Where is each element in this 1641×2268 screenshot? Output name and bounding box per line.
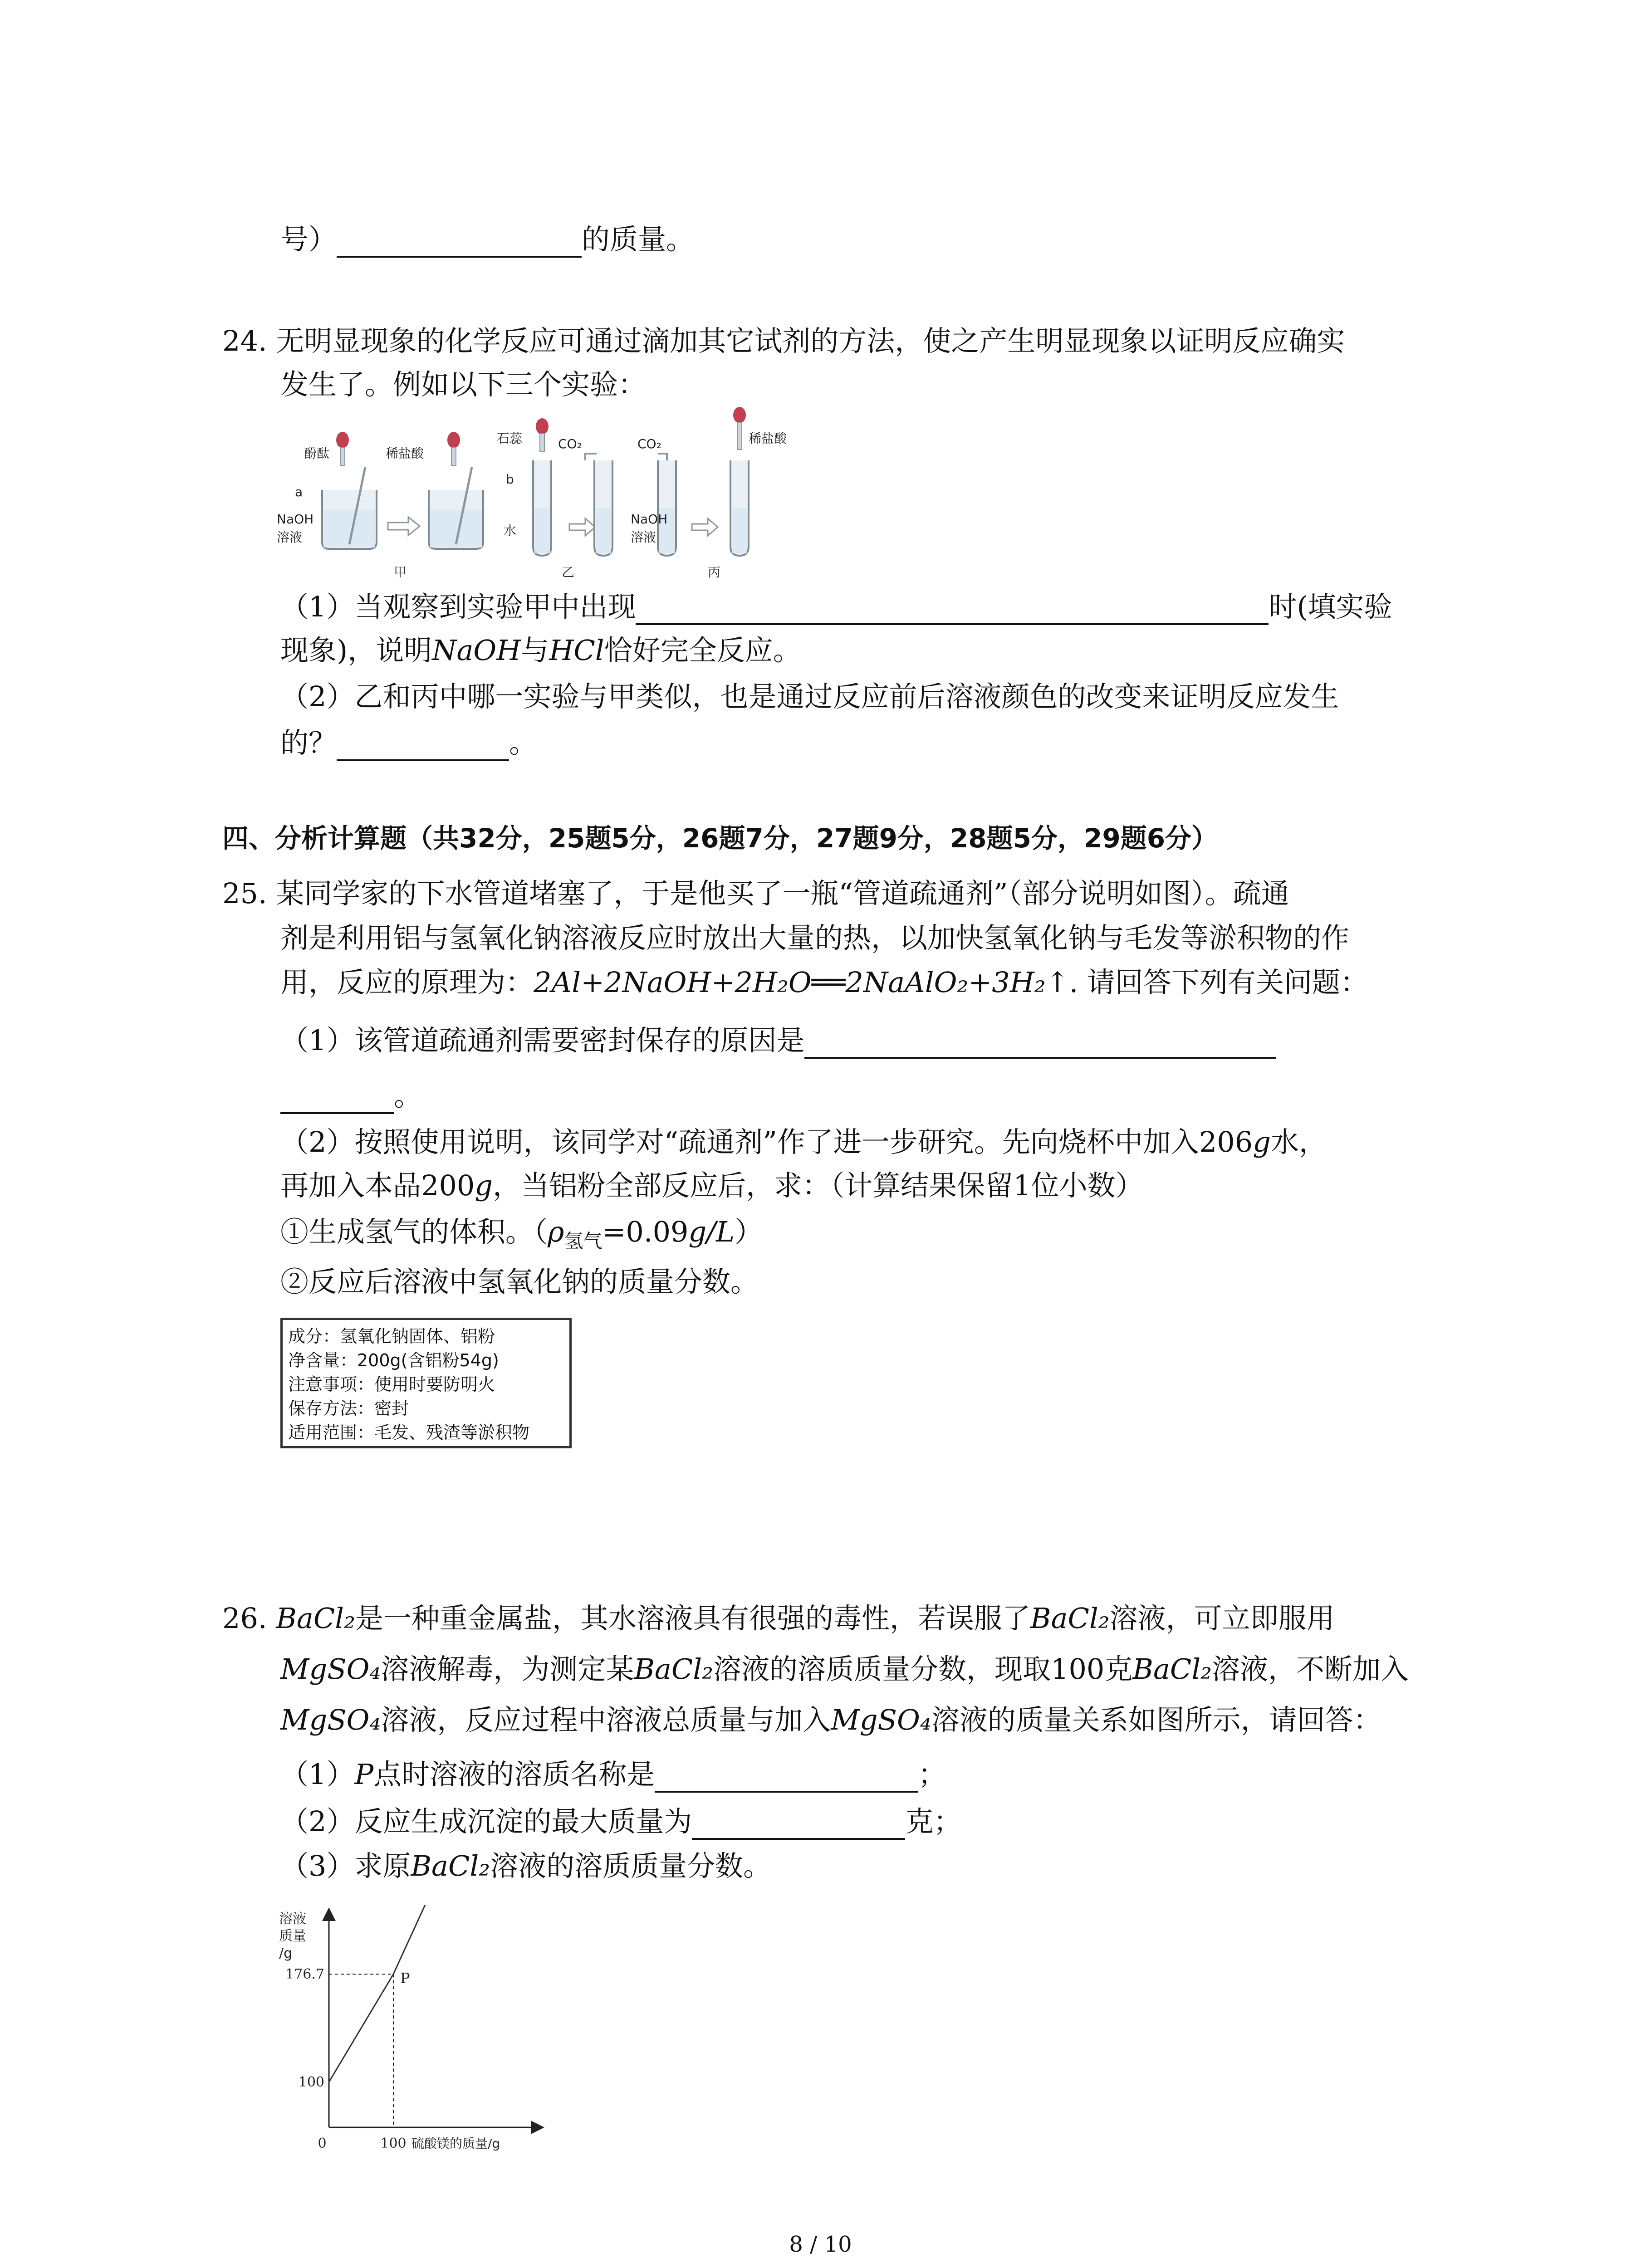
q25-text-1: 某同学家的下水管道堵塞了，于是他买了一瓶“管道疏通剂”（部分说明如图）。疏通 [276, 877, 1289, 910]
label-jia: 甲 [394, 565, 407, 580]
q25-s1-text: ①生成氢气的体积。（ [280, 1215, 548, 1248]
q24-part1-line1 [280, 589, 1392, 625]
q25-line1 [222, 875, 1289, 912]
q24-part2-line2 [280, 725, 537, 761]
label-co2-2: CO₂ [637, 436, 661, 451]
q24-text-2: 发生了。例如以下三个实验： [280, 368, 647, 401]
q25-sub2: ②反应后溶液中氢氧化钠的质量分数。 [280, 1265, 759, 1298]
label-solution-1: 溶液 [277, 530, 303, 545]
q24-number: 24. [222, 324, 267, 357]
formula-bacl2: BaCl₂ [634, 1652, 714, 1686]
label-a: a [295, 484, 303, 499]
q26-p1-c: ； [918, 1758, 946, 1791]
label-dilute-hcl-2: 稀盐酸 [749, 431, 787, 446]
q26-text-2a: 溶液解毒，为测定某 [381, 1652, 634, 1686]
density-value: =0.09 [602, 1215, 689, 1248]
x-axis-label: 硫酸镁的质量/g [411, 2136, 500, 2151]
y-tick-176-7: 176.7 [285, 1966, 324, 1983]
label-naoh-2: NaOH [631, 512, 668, 527]
formula-bacl2: BaCl₂ [1030, 1602, 1110, 1635]
label-co2-1: CO₂ [558, 436, 582, 451]
q25-water-mass: 206 [1199, 1125, 1253, 1158]
answer-blank-prev[interactable] [337, 229, 582, 258]
formula-mgso4: MgSO₄ [831, 1703, 931, 1736]
q24-p1-text-d: 恰好完全反应。 [604, 634, 801, 667]
point-p-ref: P [354, 1758, 374, 1791]
x-tick-100: 100 [380, 2136, 407, 2151]
q24-part1-line2 [280, 632, 801, 669]
q25-text-3a: 用，反应的原理为： [280, 966, 534, 999]
y-axis-label-3: /g [279, 1945, 293, 1961]
product-label-box [280, 1318, 572, 1448]
q24-text-1: 无明显现象的化学反应可通过滴加其它试剂的方法，使之产生明显现象以证明反应确实 [276, 324, 1345, 357]
prev-question-line [280, 221, 694, 258]
q24-line1 [222, 323, 1345, 359]
q25-text-2: 剂是利用铝与氢氧化钠溶液反应时放出大量的热，以加快氢氧化钠与毛发等淤积物的作 [280, 921, 1350, 954]
q26-text-2d: 溶液，不断加入 [1212, 1652, 1409, 1686]
q25-p2-text-2a: 再加入本品 [280, 1169, 421, 1202]
q24-part2-line1: （2）乙和丙中哪一实验与甲类似，也是通过反应前后溶液颜色的改变来证明反应发生 [280, 680, 1339, 713]
q26-p3-a: （3）求原 [280, 1849, 411, 1882]
formula-mgso4: MgSO₄ [280, 1703, 381, 1736]
q24-experiment-figure [272, 404, 808, 585]
q26-text-3a: 溶液，反应过程中溶液总质量与加入 [381, 1703, 831, 1736]
q26-p2-a: （2）反应生成沉淀的最大质量为 [280, 1805, 692, 1838]
label-line-4: 保存方法：密封 [288, 1398, 409, 1418]
q26-p1-a: （1） [280, 1758, 355, 1791]
q25-p1-text: （1）该管道疏通剂需要密封保存的原因是 [280, 1024, 805, 1057]
symbol-rho: ρ [548, 1215, 564, 1248]
label-phenol: 酚酞 [304, 446, 330, 461]
experiment-bing [658, 407, 749, 556]
q26-p3-b: 溶液的溶质质量分数。 [490, 1849, 772, 1882]
q26-part1 [280, 1756, 946, 1793]
rho-subscript: 氢气 [564, 1230, 603, 1252]
q26-mass-100: 100 [1051, 1652, 1105, 1686]
formula-hcl: HCl [549, 634, 604, 667]
formula-mgso4: MgSO₄ [280, 1652, 381, 1686]
section-title: 四、分析计算题（共32分，25题5分，26题7分，27题9分，28题5分，29题6分） [222, 823, 1218, 854]
q25-line3 [280, 964, 1368, 1001]
answer-blank-q24-1[interactable] [636, 596, 1269, 625]
prev-text-a: 号） [280, 223, 337, 256]
label-line-5: 适用范围：毛发、残渣等淤积物 [288, 1422, 530, 1442]
q25-part1-line2 [280, 1078, 422, 1114]
page-number: 8 / 10 [789, 2232, 852, 2257]
prev-text-b: 的质量。 [582, 223, 695, 256]
q26-p1-b: 点时溶液的溶质名称是 [373, 1758, 655, 1791]
q25-s1-end: ） [735, 1215, 763, 1248]
answer-blank-q24-2[interactable] [337, 732, 509, 761]
q25-number: 25. [222, 877, 267, 910]
label-line-2: 净含量：200g(含铝粉54g) [288, 1350, 499, 1370]
q24-p2-text-c: 。 [509, 726, 538, 759]
q26-number: 26. [222, 1602, 267, 1635]
formula-bacl2: BaCl₂ [276, 1602, 355, 1635]
label-bing: 丙 [708, 565, 721, 580]
label-naoh-1: NaOH [277, 512, 314, 527]
q24-p1-and: 与 [521, 634, 549, 667]
q25-part2-line2 [280, 1168, 1144, 1204]
y-tick-100: 100 [298, 2074, 324, 2090]
formula-bacl2: BaCl₂ [1132, 1652, 1212, 1686]
mass-chart [272, 1905, 563, 2159]
y-axis-label-1: 溶液 [279, 1911, 306, 1927]
q24-p2-text-b: 的？ [280, 726, 337, 759]
q26-part3 [280, 1848, 771, 1884]
formula-naoh: NaOH [432, 634, 521, 667]
q25-p2-text-1b: 水， [1270, 1125, 1327, 1158]
y-axis-label-2: 质量 [279, 1928, 306, 1944]
q24-p1-text-a: （1）当观察到实验甲中出现 [280, 590, 636, 623]
answer-blank-q25-1[interactable] [804, 1030, 1276, 1059]
answer-blank-q26-2[interactable] [692, 1811, 905, 1840]
x-tick-origin: 0 [318, 2136, 327, 2151]
q25-p1-end: 。 [394, 1079, 422, 1112]
q26-unit-ke: 克 [1104, 1652, 1133, 1686]
q26-line3 [280, 1702, 1381, 1738]
label-solution-2: 溶液 [631, 530, 656, 545]
q25-part2-line1 [280, 1124, 1327, 1160]
q26-line2 [280, 1651, 1409, 1687]
point-p-label: P [400, 1970, 410, 1987]
q26-text-2b: 溶液的溶质质量分数，现取 [713, 1652, 1051, 1686]
series-line [329, 1905, 426, 2082]
q26-text-1a: 是一种重金属盐，其水溶液具有很强的毒性，若误服了 [355, 1602, 1030, 1635]
q26-text-1b: 溶液，可立即服用 [1109, 1602, 1335, 1635]
q26-p2-b: 克； [905, 1805, 962, 1838]
q25-p2-text-2b: ，当铝粉全部反应后，求：（计算结果保留1位小数） [493, 1169, 1144, 1202]
formula-bacl2: BaCl₂ [411, 1849, 490, 1882]
q24-p1-text-c: 现象)，说明 [280, 634, 432, 667]
answer-blank-q25-1b[interactable] [280, 1085, 394, 1114]
q24-p1-text-b: 时(填实验 [1269, 590, 1392, 623]
label-water: 水 [504, 523, 517, 538]
unit-g-1: g [1253, 1125, 1271, 1158]
q26-text-3b: 溶液的质量关系如图所示，请回答： [931, 1703, 1381, 1736]
label-dilute-hcl-1: 稀盐酸 [386, 446, 424, 461]
label-yi: 乙 [562, 565, 575, 580]
q25-sample-mass: 200 [421, 1169, 475, 1202]
q26-part2 [280, 1804, 961, 1840]
q25-part1-line1 [280, 1022, 1276, 1059]
q25-p2-text-1a: （2）按照使用说明，该同学对“疏通剂”作了进一步研究。先向烧杯中加入 [280, 1125, 1199, 1158]
q25-text-3b: . 请回答下列有关问题： [1069, 966, 1369, 999]
answer-blank-q26-1[interactable] [655, 1764, 918, 1793]
reaction-equation: 2Al+2NaOH+2H₂O══2NaAlO₂+3H₂↑ [534, 966, 1069, 999]
q26-line1 [222, 1600, 1335, 1637]
label-line-1: 成分：氢氧化钠固体、铝粉 [288, 1326, 495, 1346]
q25-sub1 [280, 1214, 763, 1259]
label-b: b [506, 472, 514, 487]
label-line-3: 注意事项：使用时要防明火 [288, 1374, 495, 1394]
label-litmus: 石蕊 [497, 431, 523, 446]
density-unit: g/L [688, 1215, 735, 1248]
unit-g-2: g [475, 1169, 493, 1202]
